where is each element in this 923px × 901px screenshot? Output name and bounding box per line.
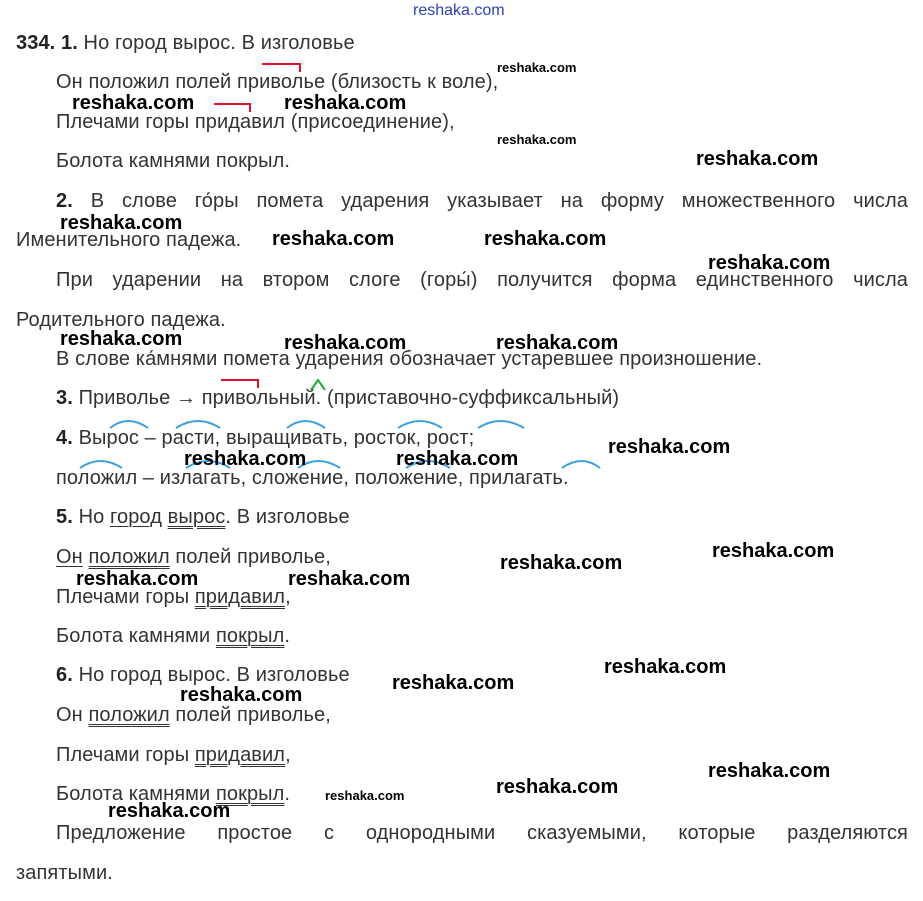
item-1-line-4: Болота камнями покрыл. [56,150,291,172]
item-4-line-1: 4. Вырос – расти, выращивать, росток, рост; [56,427,475,449]
watermark: reshaka.com [284,92,407,114]
root-arc [478,421,524,428]
watermark: reshaka.com [484,228,607,250]
predicate-underline: положил [88,546,170,568]
watermark: reshaka.com [496,332,619,354]
watermark: reshaka.com [608,436,731,458]
subject-underline: Он [56,546,83,568]
item-6-line-3: Плечами горы придавил, [56,744,291,766]
item-1-line-1: 334. 1. Но город вырос. В изголовье [16,32,355,54]
item-2-line-5: В слове ка́мнями помета ударения обозначает устаревшее произношение. [56,348,763,370]
watermark: reshaka.com [500,552,623,574]
item-1-line-2: Он положил полей приволье (близость к воле), [56,71,499,93]
item-6-line-4: Болота камнями покрыл. [56,783,291,805]
watermark: reshaka.com [497,132,577,147]
watermark: reshaka.com [712,540,835,562]
watermark: reshaka.com [108,800,231,822]
watermark: reshaka.com [708,252,831,274]
watermark: reshaka.com [413,2,505,19]
watermark: reshaka.com [696,148,819,170]
watermark: reshaka.com [392,672,515,694]
watermark: reshaka.com [708,760,831,782]
watermark: reshaka.com [60,328,183,350]
item-5-line-4: Болота камнями покрыл. [56,625,291,647]
watermark: reshaka.com [76,568,199,590]
predicate-underline: покрыл [215,625,285,647]
item-2-line-2: Именительного падежа. [16,229,242,251]
item-2-line-4: Родительного падежа. [16,309,226,331]
watermark: reshaka.com [184,448,307,470]
watermark: reshaka.com [396,448,519,470]
item-6-line-1: 6. Но город вырос. В изголовье [56,664,350,686]
predicate-underline: положил [88,704,170,726]
item-5-line-2: Он положил полей приволье, [56,546,331,568]
watermark: reshaka.com [325,788,405,803]
predicate-underline: придавил [194,744,286,766]
watermark: reshaka.com [180,684,303,706]
subject-underline: город [110,506,162,528]
item-4-line-2: положил – излагать, сложение, положение, прилагать. [56,467,569,489]
watermark: reshaka.com [604,656,727,678]
watermark: reshaka.com [60,212,183,234]
item-2-line-3: При ударении на втором слоге (горы́) получится форма единственного числа [56,269,908,291]
item-6-line-2: Он положил полей приволье, [56,704,331,726]
item-6-line-5: Предложение простое с однородными сказуемыми, которые разделяются [56,822,908,844]
item-5-line-1: 5. Но город вырос. В изголовье [56,506,350,528]
item-1-line-3: Плечами горы придавил (присоединение), [56,111,455,133]
watermark: reshaka.com [72,92,195,114]
watermark: reshaka.com [497,60,577,75]
watermark: reshaka.com [496,776,619,798]
predicate-underline: покрыл [215,783,285,805]
item-5-line-3: Плечами горы придавил, [56,586,291,608]
item-6-line-6: запятыми. [16,862,113,884]
predicate-underline: вырос [167,506,226,528]
watermark: reshaka.com [272,228,395,250]
item-2-line-1: 2. В слове го́ры помета ударения указывает на форму множественного числа [56,190,908,212]
watermark: reshaka.com [288,568,411,590]
item-3-line: 3. Приволье → привольный. (приставочно-суффиксальный) [56,387,620,409]
predicate-underline: придавил [194,586,286,608]
watermark: reshaka.com [284,332,407,354]
